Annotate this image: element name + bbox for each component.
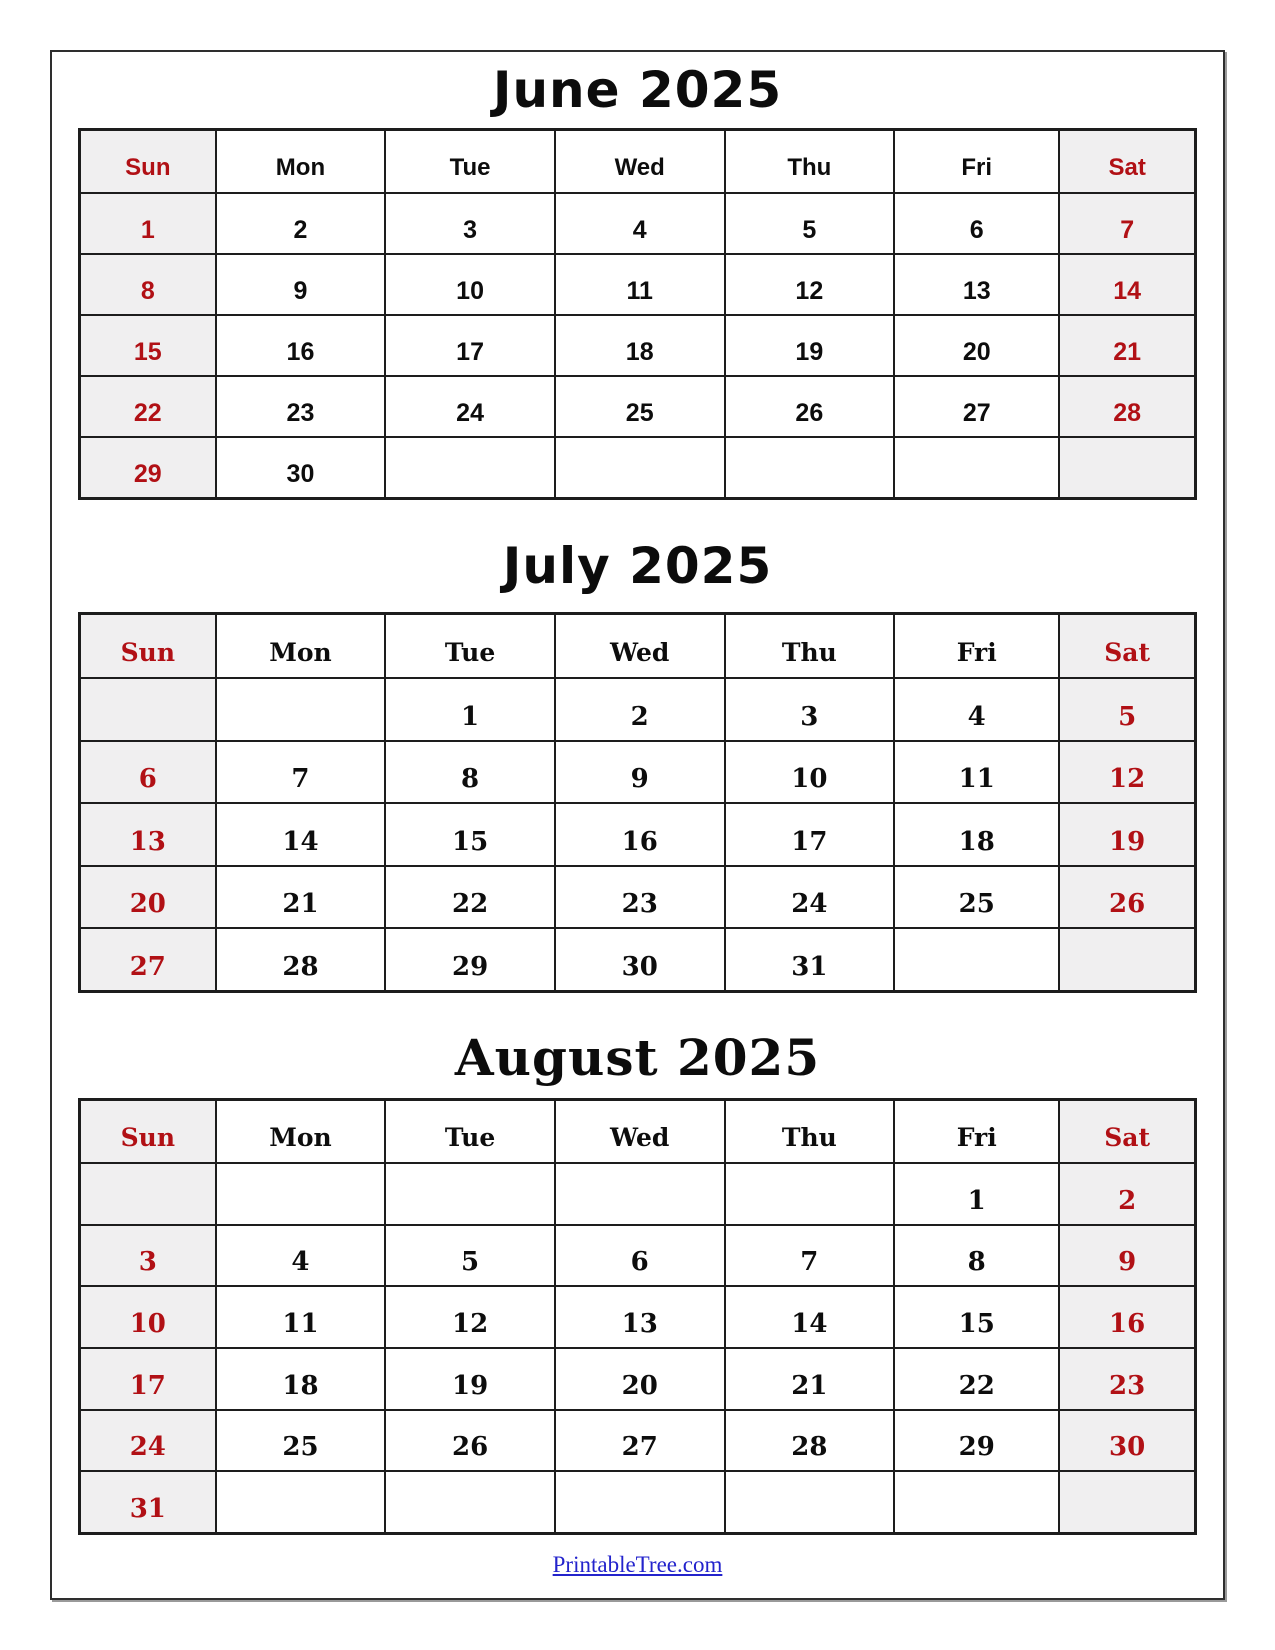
page-frame: [50, 50, 1225, 1600]
day-cell: 24: [725, 866, 895, 928]
day-cell: 5: [1059, 678, 1195, 740]
weekday-header-thu: Thu: [725, 1100, 895, 1164]
day-cell: 12: [385, 1286, 555, 1348]
weekday-header-fri: Fri: [894, 130, 1059, 193]
day-cell: 4: [894, 678, 1059, 740]
calendar-july: [78, 612, 1197, 993]
day-cell: 2: [555, 678, 725, 740]
day-cell: 15: [894, 1286, 1059, 1348]
day-cell: 19: [725, 315, 895, 376]
day-cell: 4: [216, 1225, 386, 1287]
day-cell: 9: [216, 254, 386, 315]
day-cell: 20: [894, 315, 1059, 376]
week-row: [80, 254, 1196, 315]
week-row: [80, 437, 1196, 499]
empty-day-cell: [725, 1163, 895, 1225]
weekday-header-sun: Sun: [80, 614, 216, 679]
weekday-header-tue: Tue: [385, 130, 555, 193]
day-cell: 9: [1059, 1225, 1195, 1287]
empty-day-cell: [894, 1471, 1059, 1533]
empty-day-cell: [216, 1163, 386, 1225]
empty-day-cell: [894, 437, 1059, 499]
day-cell: 23: [555, 866, 725, 928]
day-cell: 19: [385, 1348, 555, 1410]
weekday-header-row: [80, 1100, 1196, 1164]
empty-day-cell: [555, 1471, 725, 1533]
day-cell: 16: [555, 803, 725, 865]
day-cell: 1: [894, 1163, 1059, 1225]
empty-day-cell: [725, 437, 895, 499]
day-cell: 9: [555, 741, 725, 803]
day-cell: 28: [725, 1410, 895, 1472]
day-cell: 18: [555, 315, 725, 376]
empty-day-cell: [80, 1163, 216, 1225]
day-cell: 8: [80, 254, 216, 315]
weekday-header-wed: Wed: [555, 1100, 725, 1164]
day-cell: 15: [80, 315, 216, 376]
week-row: [80, 678, 1196, 740]
day-cell: 6: [555, 1225, 725, 1287]
day-cell: 11: [216, 1286, 386, 1348]
day-cell: 28: [1059, 376, 1195, 437]
week-row: [80, 376, 1196, 437]
weekday-header-fri: Fri: [894, 614, 1059, 679]
day-cell: 26: [725, 376, 895, 437]
day-cell: 31: [80, 1471, 216, 1533]
day-cell: 1: [385, 678, 555, 740]
day-cell: 23: [216, 376, 386, 437]
day-cell: 13: [894, 254, 1059, 315]
week-row: [80, 1163, 1196, 1225]
weekday-header-sat: Sat: [1059, 130, 1195, 193]
week-row: [80, 1348, 1196, 1410]
day-cell: 21: [1059, 315, 1195, 376]
day-cell: 26: [1059, 866, 1195, 928]
day-cell: 24: [80, 1410, 216, 1472]
day-cell: 7: [725, 1225, 895, 1287]
day-cell: 27: [894, 376, 1059, 437]
day-cell: 30: [216, 437, 386, 499]
day-cell: 7: [1059, 193, 1195, 254]
day-cell: 14: [725, 1286, 895, 1348]
day-cell: 3: [80, 1225, 216, 1287]
day-cell: 29: [80, 437, 216, 499]
day-cell: 25: [894, 866, 1059, 928]
weekday-header-mon: Mon: [216, 130, 386, 193]
weekday-header-sun: Sun: [80, 130, 216, 193]
empty-day-cell: [80, 678, 216, 740]
weekday-header-row: [80, 614, 1196, 679]
day-cell: 17: [725, 803, 895, 865]
empty-day-cell: [1059, 928, 1195, 991]
day-cell: 18: [894, 803, 1059, 865]
day-cell: 19: [1059, 803, 1195, 865]
calendar-august: [78, 1098, 1197, 1535]
empty-day-cell: [555, 437, 725, 499]
day-cell: 11: [555, 254, 725, 315]
calendar-june: [78, 128, 1197, 500]
empty-day-cell: [1059, 437, 1195, 499]
day-cell: 12: [725, 254, 895, 315]
day-cell: 5: [385, 1225, 555, 1287]
day-cell: 29: [894, 1410, 1059, 1472]
empty-day-cell: [725, 1471, 895, 1533]
printabletree-link[interactable]: PrintableTree.com: [552, 1552, 723, 1577]
weekday-header-tue: Tue: [385, 1100, 555, 1164]
week-row: [80, 1471, 1196, 1533]
day-cell: 6: [894, 193, 1059, 254]
month-title-august: August 2025: [454, 1028, 821, 1087]
day-cell: 14: [1059, 254, 1195, 315]
day-cell: 1: [80, 193, 216, 254]
day-cell: 18: [216, 1348, 386, 1410]
day-cell: 29: [385, 928, 555, 991]
day-cell: 24: [385, 376, 555, 437]
day-cell: 21: [216, 866, 386, 928]
weekday-header-sun: Sun: [80, 1100, 216, 1164]
day-cell: 10: [385, 254, 555, 315]
footer: [52, 1535, 1223, 1595]
week-row: [80, 193, 1196, 254]
day-cell: 31: [725, 928, 895, 991]
day-cell: 10: [80, 1286, 216, 1348]
weekday-header-fri: Fri: [894, 1100, 1059, 1164]
day-cell: 16: [1059, 1286, 1195, 1348]
month-title-june: June 2025: [492, 61, 783, 119]
empty-day-cell: [1059, 1471, 1195, 1533]
day-cell: 25: [216, 1410, 386, 1472]
day-cell: 25: [555, 376, 725, 437]
weekday-header-wed: Wed: [555, 130, 725, 193]
calendar-table-august: [78, 1098, 1197, 1535]
weekday-header-row: [80, 130, 1196, 193]
empty-day-cell: [385, 1471, 555, 1533]
week-row: [80, 866, 1196, 928]
day-cell: 22: [894, 1348, 1059, 1410]
day-cell: 4: [555, 193, 725, 254]
day-cell: 27: [555, 1410, 725, 1472]
weekday-header-sat: Sat: [1059, 614, 1195, 679]
day-cell: 30: [1059, 1410, 1195, 1472]
calendar-table-june: [78, 128, 1197, 500]
weekday-header-thu: Thu: [725, 614, 895, 679]
month-title-july: July 2025: [502, 537, 773, 595]
day-cell: 3: [385, 193, 555, 254]
week-row: [80, 741, 1196, 803]
empty-day-cell: [216, 1471, 386, 1533]
day-cell: 6: [80, 741, 216, 803]
week-row: [80, 1410, 1196, 1472]
day-cell: 13: [80, 803, 216, 865]
day-cell: 28: [216, 928, 386, 991]
day-cell: 17: [80, 1348, 216, 1410]
day-cell: 2: [216, 193, 386, 254]
day-cell: 7: [216, 741, 386, 803]
week-row: [80, 803, 1196, 865]
day-cell: 13: [555, 1286, 725, 1348]
day-cell: 3: [725, 678, 895, 740]
day-cell: 27: [80, 928, 216, 991]
weekday-header-wed: Wed: [555, 614, 725, 679]
day-cell: 10: [725, 741, 895, 803]
week-row: [80, 1286, 1196, 1348]
day-cell: 17: [385, 315, 555, 376]
day-cell: 8: [385, 741, 555, 803]
day-cell: 12: [1059, 741, 1195, 803]
calendar-table-july: [78, 612, 1197, 993]
day-cell: 11: [894, 741, 1059, 803]
weekday-header-thu: Thu: [725, 130, 895, 193]
day-cell: 5: [725, 193, 895, 254]
day-cell: 16: [216, 315, 386, 376]
day-cell: 22: [385, 866, 555, 928]
day-cell: 20: [80, 866, 216, 928]
empty-day-cell: [385, 437, 555, 499]
empty-day-cell: [385, 1163, 555, 1225]
day-cell: 14: [216, 803, 386, 865]
day-cell: 22: [80, 376, 216, 437]
day-cell: 20: [555, 1348, 725, 1410]
week-row: [80, 1225, 1196, 1287]
day-cell: 15: [385, 803, 555, 865]
day-cell: 23: [1059, 1348, 1195, 1410]
week-row: [80, 315, 1196, 376]
day-cell: 21: [725, 1348, 895, 1410]
empty-day-cell: [555, 1163, 725, 1225]
day-cell: 30: [555, 928, 725, 991]
day-cell: 26: [385, 1410, 555, 1472]
weekday-header-sat: Sat: [1059, 1100, 1195, 1164]
weekday-header-mon: Mon: [216, 614, 386, 679]
day-cell: 2: [1059, 1163, 1195, 1225]
weekday-header-tue: Tue: [385, 614, 555, 679]
empty-day-cell: [894, 928, 1059, 991]
empty-day-cell: [216, 678, 386, 740]
day-cell: 8: [894, 1225, 1059, 1287]
week-row: [80, 928, 1196, 991]
weekday-header-mon: Mon: [216, 1100, 386, 1164]
